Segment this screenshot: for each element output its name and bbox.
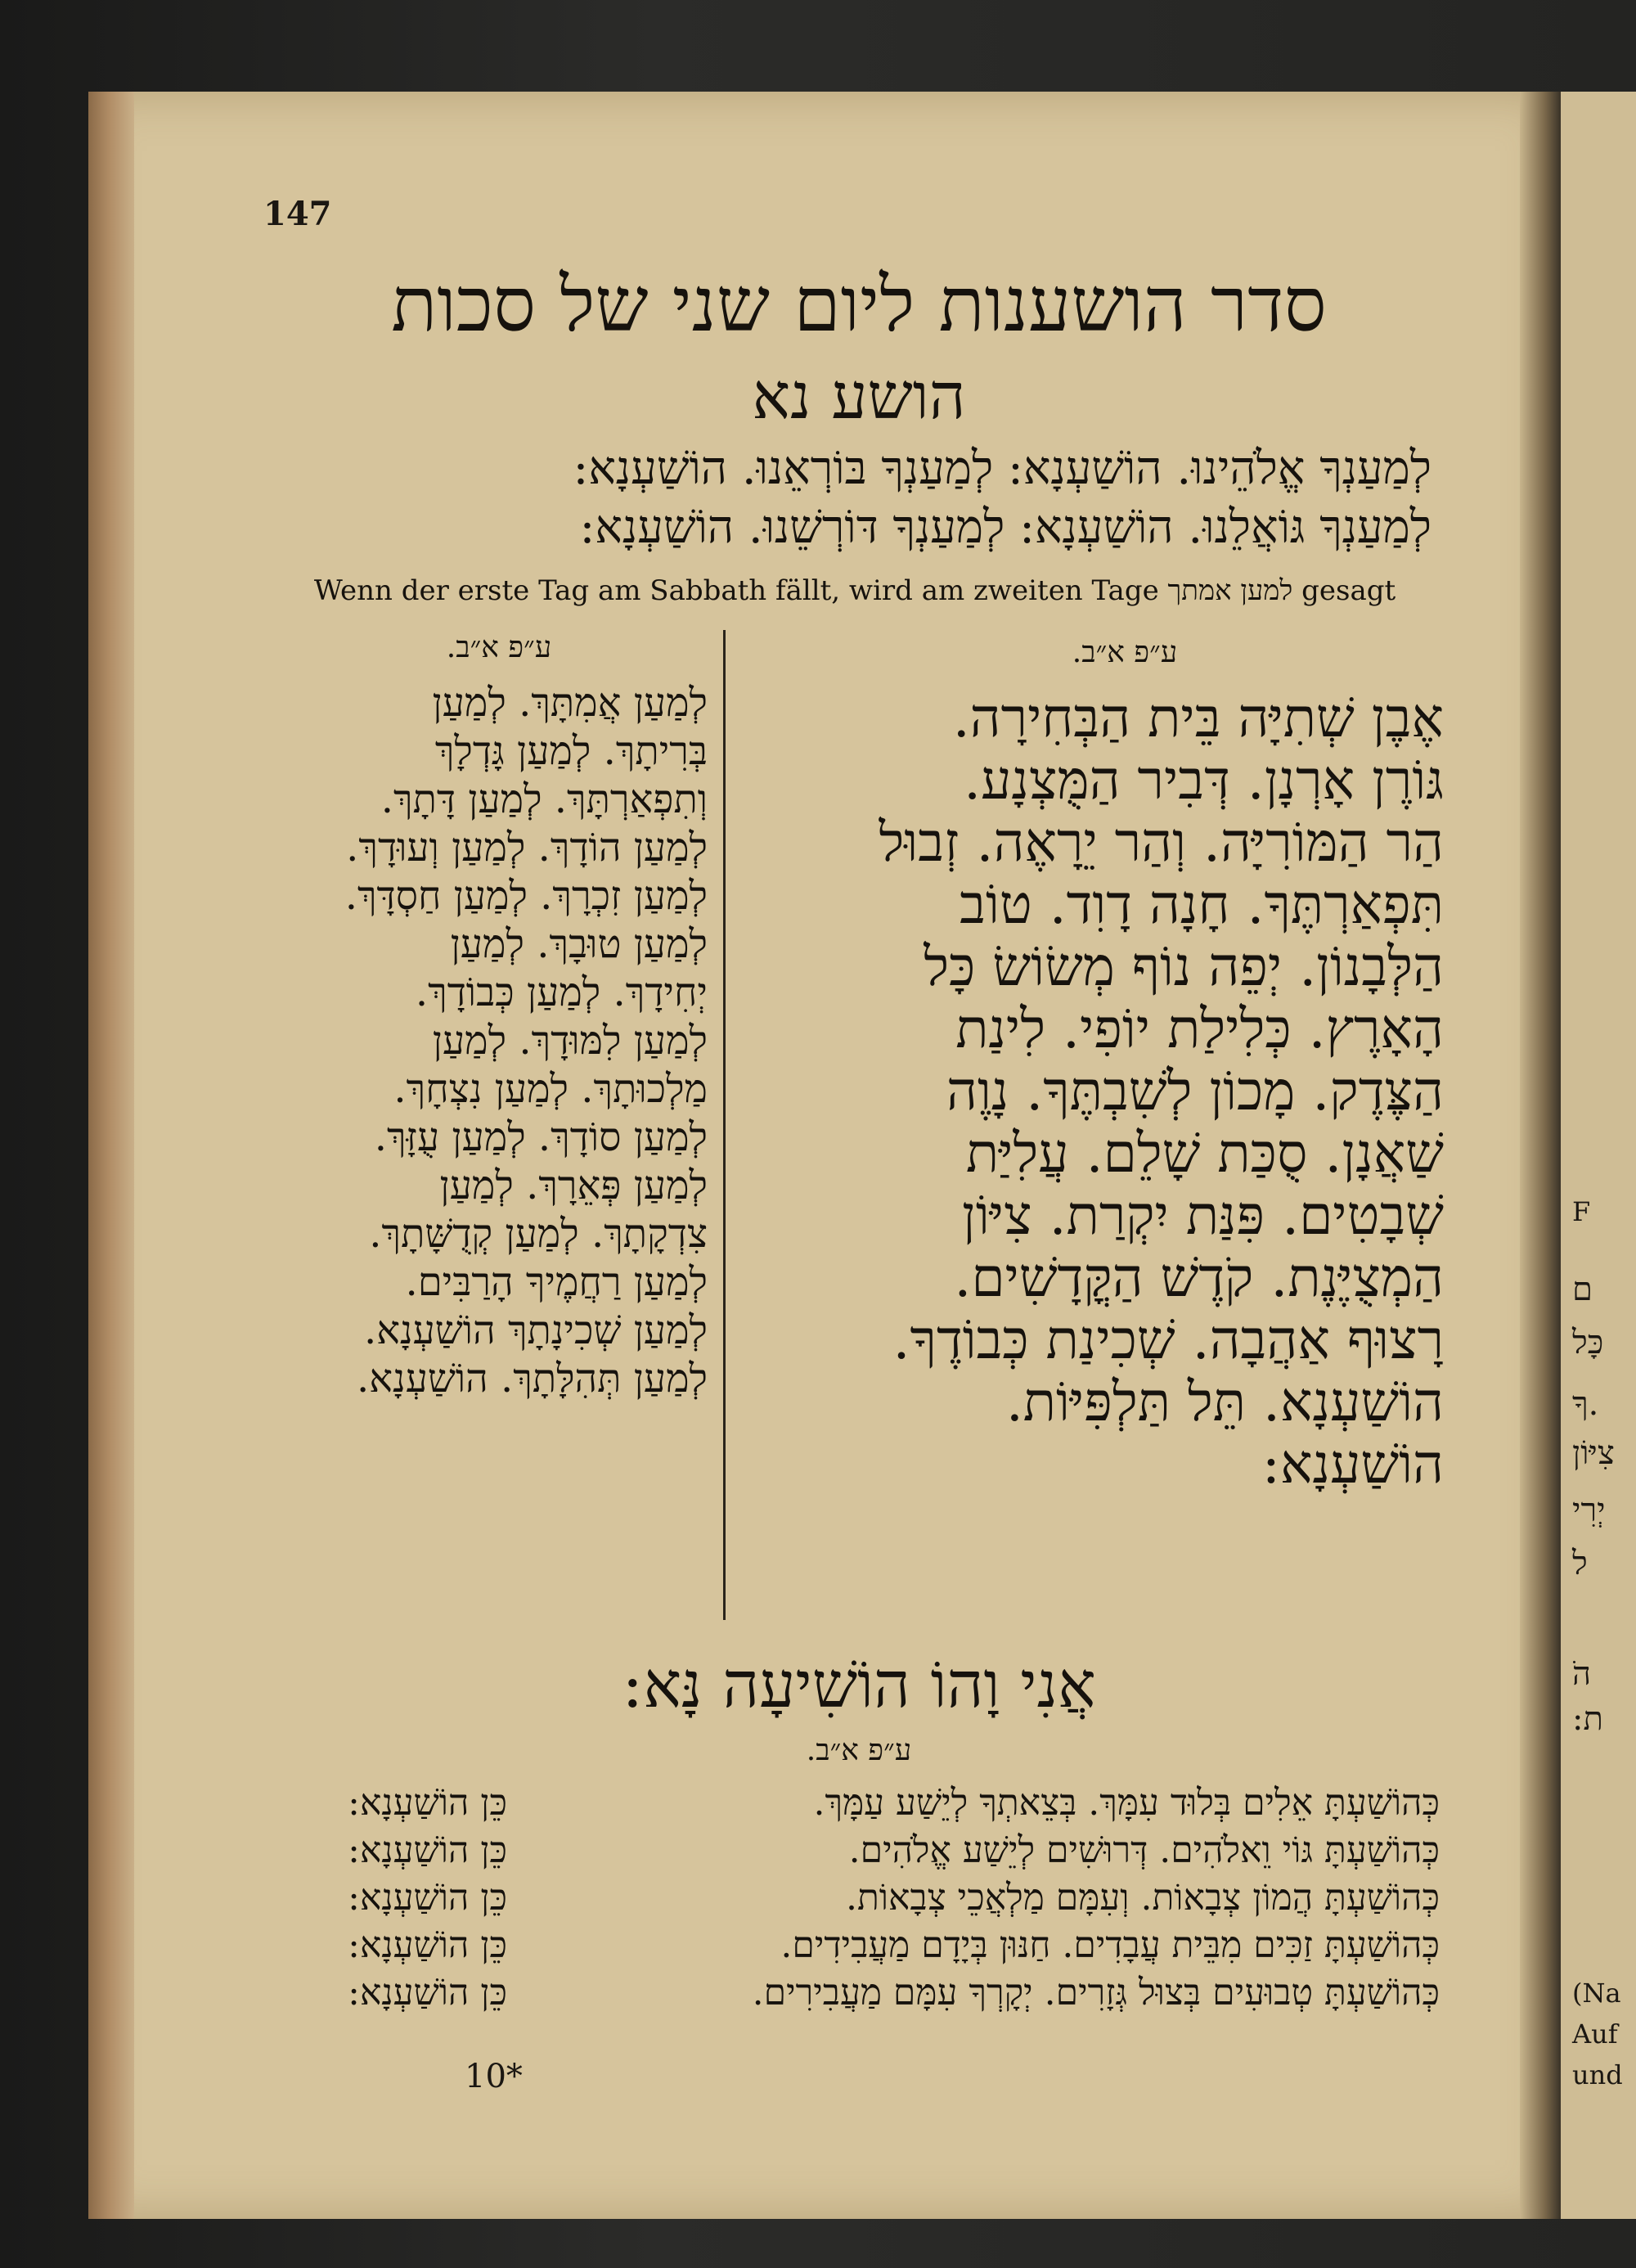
litany-lines (589, 1780, 1440, 2017)
facing-page-hebrew: הֹ (1572, 1655, 1592, 1693)
left-column-line: לְמַעַן זִכְרָךְ. לְמַעַן חַסְדָּךְ. (344, 873, 708, 919)
litany-response: כֵּן הוֹשַׁעְנָא: (348, 1972, 507, 2014)
facing-page-hebrew: כָּל (1572, 1324, 1604, 1361)
facing-page-hebrew: יְרִי (1572, 1492, 1606, 1529)
litany-line: כְּהוֹשַׁעְתָּ טְבוּעִים בְּצוּל גְּזָרִים. יְקָרְךָ עִמָּם מַעֲבִירִים. (752, 1972, 1440, 2014)
intro-line: לְמַעַנְךָ גּוֹאֲלֵנוּ. הוֹשַׁעְנָא: לְמַעַנְךָ דּוֹרְשֵׁנוּ. הוֹשַׁעְנָא: (579, 501, 1432, 554)
left-column-line: מַלְכוּתָךְ. לְמַעַן נִצְחָךְ. (393, 1066, 708, 1112)
right-column-line: רָצוּף אַהֲבָה. שְׁכִינַת כְּבוֹדֶךָ. (892, 1308, 1444, 1371)
facing-page-fragment (1561, 92, 1636, 2219)
facing-page-hebrew: ת: (1572, 1700, 1603, 1738)
facing-page-latin: Auf (1572, 2018, 1618, 2050)
litany-line: כְּהוֹשַׁעְתָּ זַכִּים מִבֵּית עֲבָדִים. חַנּוּן בְּיָדָם מַעֲבִידִים. (780, 1924, 1440, 1966)
signature-mark: 10* (465, 2058, 523, 2095)
right-column-line: אֶבֶן שְׁתִיָּה בֵּית הַבְּחִירָה. (952, 686, 1444, 749)
left-column-line: יְחִידָךְ. לְמַעַן כְּבוֹדָךְ. (415, 970, 708, 1015)
facing-page-hebrew: ם (1572, 1271, 1593, 1308)
german-instruction-hebrew: למען אמתך (1167, 574, 1293, 607)
facing-page-hebrew: .ךָ (1572, 1385, 1599, 1423)
column-divider (723, 630, 726, 1620)
german-instruction-text: gesagt (1301, 574, 1396, 607)
right-column-label: ע״פ א״ב. (1072, 636, 1178, 669)
section-label: ע״פ א״ב. (806, 1734, 912, 1767)
left-column-line: בְּרִיתָךְ. לְמַעַן גָּדְלָךְ (434, 728, 708, 774)
left-column-line: לְמַעַן אֲמִתָּךְ. לְמַעַן (432, 680, 708, 726)
left-column-label: ע״פ א״ב. (446, 631, 552, 664)
right-column (740, 687, 1444, 1496)
left-column-line: לְמַעַן לִמּוּדָךְ. לְמַעַן (432, 1018, 708, 1064)
litany-line: כְּהוֹשַׁעְתָּ הֲמוֹן צְבָאוֹת. וְעִמָּם מַלְאֲכֵי צְבָאוֹת. (845, 1877, 1440, 1919)
facing-page-latin: (Na (1572, 1978, 1621, 2009)
litany-response: כֵּן הוֹשַׁעְנָא: (348, 1877, 507, 1919)
facing-page-latin: F (1572, 1196, 1591, 1227)
page-subtitle: הושע נא (752, 360, 966, 434)
litany-response: כֵּן הוֹשַׁעְנָא: (348, 1829, 507, 1871)
litany-line: כְּהוֹשַׁעְתָּ גּוֹי וֵאלֹהִים. דְּרוּשִׁים לְיֵשַׁע אֱלֹהִים. (848, 1829, 1440, 1871)
left-column-line: לְמַעַן תְּהִלָּתָךְ. הוֹשַׁעְנָא. (357, 1356, 708, 1402)
right-column-line: הוֹשַׁעְנָא. תֵּל תַּלְפִּיּוֹת. (1005, 1370, 1444, 1433)
litany-line: כְּהוֹשַׁעְתָּ אֵלִים בְּלוּד עִמָּךְ. בְּצֵאתְךָ לְיֵשַׁע עַמָּךְ. (813, 1782, 1440, 1824)
section-heading: אֲנִי וָהוֹ הוֹשִׁיעָה נָּא: (622, 1649, 1096, 1722)
facing-page-hebrew: צִיּוֹן (1572, 1434, 1615, 1472)
left-column-line: לְמַעַן רַחֲמֶיךָ הָרַבִּים. (405, 1259, 708, 1305)
left-column-line: לְמַעַן סוֹדָךְ. לְמַעַן עֻזָּךְ. (374, 1114, 708, 1160)
right-column-line: שַׁאֲנָן. סֻכַּת שָׁלֵם. עֲלִיַּת (965, 1122, 1444, 1185)
left-column (266, 679, 708, 1403)
german-instruction-text: Wenn der erste Tag am Sabbath fällt, wird am zweiten Tage (313, 574, 1159, 607)
right-column-line: הַמְצֻיֶּנֶת. קֹדֶשׁ הַקֳּדָשִׁים. (954, 1246, 1444, 1309)
page-number: 147 (263, 195, 332, 233)
left-column-line: לְמַעַן פְּאֵרָךְ. לְמַעַן (439, 1163, 708, 1208)
right-column-line: הַצֶּדֶק. מָכוֹן לְשִׁבְתֶּךָ. נָוֶה (946, 1060, 1444, 1123)
litany-response: כֵּן הוֹשַׁעְנָא: (348, 1924, 507, 1966)
book-gutter (1520, 92, 1561, 2219)
litany-response: כֵּן הוֹשַׁעְנָא: (348, 1782, 507, 1824)
left-column-line: וְתִפְאַרְתָּךְ. לְמַעַן דָּתָךְ. (380, 776, 708, 822)
page-edge (88, 92, 134, 2219)
right-column-line: הַר הַמּוֹרִיָּה. וְהַר יֵרָאֶה. זְבוּל (879, 811, 1444, 874)
facing-page-hebrew: ל (1572, 1545, 1588, 1582)
right-column-line: תִּפְאַרְתֶּךָ. חָנָה דָוִד. טוֹב (960, 873, 1444, 936)
left-column-line: לְמַעַן הוֹדָךְ. לְמַעַן וְעוּדָךְ. (346, 825, 708, 871)
right-column-line: גּוֹרֶן אָרְנָן. דְּבִיר הַמֻּצְנָע. (964, 749, 1444, 812)
litany-responses (262, 1780, 507, 2017)
right-column-line: שְׁבָטִים. פִּנַּת יִקְרַת. צִיּוֹן (962, 1184, 1444, 1247)
right-column-line: הָאָרֶץ. כְּלִילַת יוֹפִי. לִינַת (955, 997, 1444, 1060)
left-column-line: לְמַעַן שְׁכִינָתָךְ הוֹשַׁעְנָא. (363, 1307, 708, 1353)
right-column-line: הַלְּבָנוֹן. יְפֵה נוֹף מְשׂוֹשׂ כָּל (924, 935, 1444, 998)
intro-line: לְמַעַנְךָ אֱלֹהֵינוּ. הוֹשַׁעְנָא: לְמַעַנְךָ בּוֹרְאֵנוּ. הוֹשַׁעְנָא: (573, 442, 1432, 495)
right-column-line: הוֹשַׁעְנָא: (1261, 1433, 1444, 1496)
page-title: סדר הושענות ליום שני של סכות (391, 261, 1327, 349)
left-column-line: צִדְקָתָךְ. לְמַעַן קְדֻשָּׁתָךְ. (369, 1211, 708, 1257)
left-column-line: לְמַעַן טוּבָךְ. לְמַעַן (450, 921, 708, 967)
facing-page-latin: und (1572, 2059, 1623, 2090)
german-instruction (270, 573, 1440, 609)
